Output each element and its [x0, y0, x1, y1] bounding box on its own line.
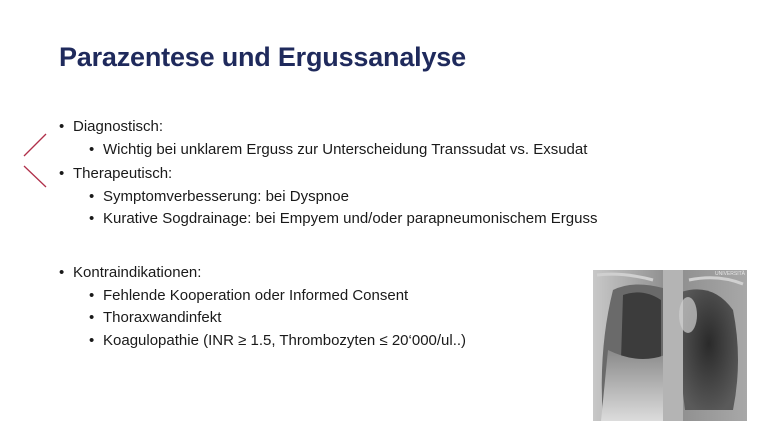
sub-bullet-item: • Thoraxwandinfekt	[89, 309, 222, 326]
slide-title: Parazentese und Ergussanalyse	[59, 42, 466, 72]
bullet-diagnostisch: • Diagnostisch:	[59, 118, 164, 135]
sub-bullet-item: • Kurative Sogdrainage: bei Empyem und/oder parapneumonischem Erguss	[89, 210, 598, 227]
bullet-therapeutisch: • Therapeutisch:	[59, 165, 173, 182]
xray-drawing	[593, 270, 747, 421]
chest-xray-image	[593, 270, 747, 421]
bullet-kontraindikationen: • Kontraindikationen:	[59, 264, 202, 281]
annotation-arrows	[20, 130, 54, 194]
sub-bullet-item: • Fehlende Kooperation oder Informed Consent	[89, 287, 409, 304]
sub-bullet-item: • Koagulopathie (INR ≥ 1.5, Thrombozyten ≤ 20‘000/ul..)	[89, 332, 467, 349]
annotation-arrow-up	[24, 134, 46, 156]
annotation-arrow-down	[24, 166, 46, 187]
xray-watermark: UNIVERSITÄ	[714, 271, 745, 277]
sub-bullet-item: • Wichtig bei unklarem Erguss zur Unterscheidung Transsudat vs. Exsudat	[89, 141, 588, 158]
sub-bullet-item: • Symptomverbesserung: bei Dyspnoe	[89, 188, 349, 205]
